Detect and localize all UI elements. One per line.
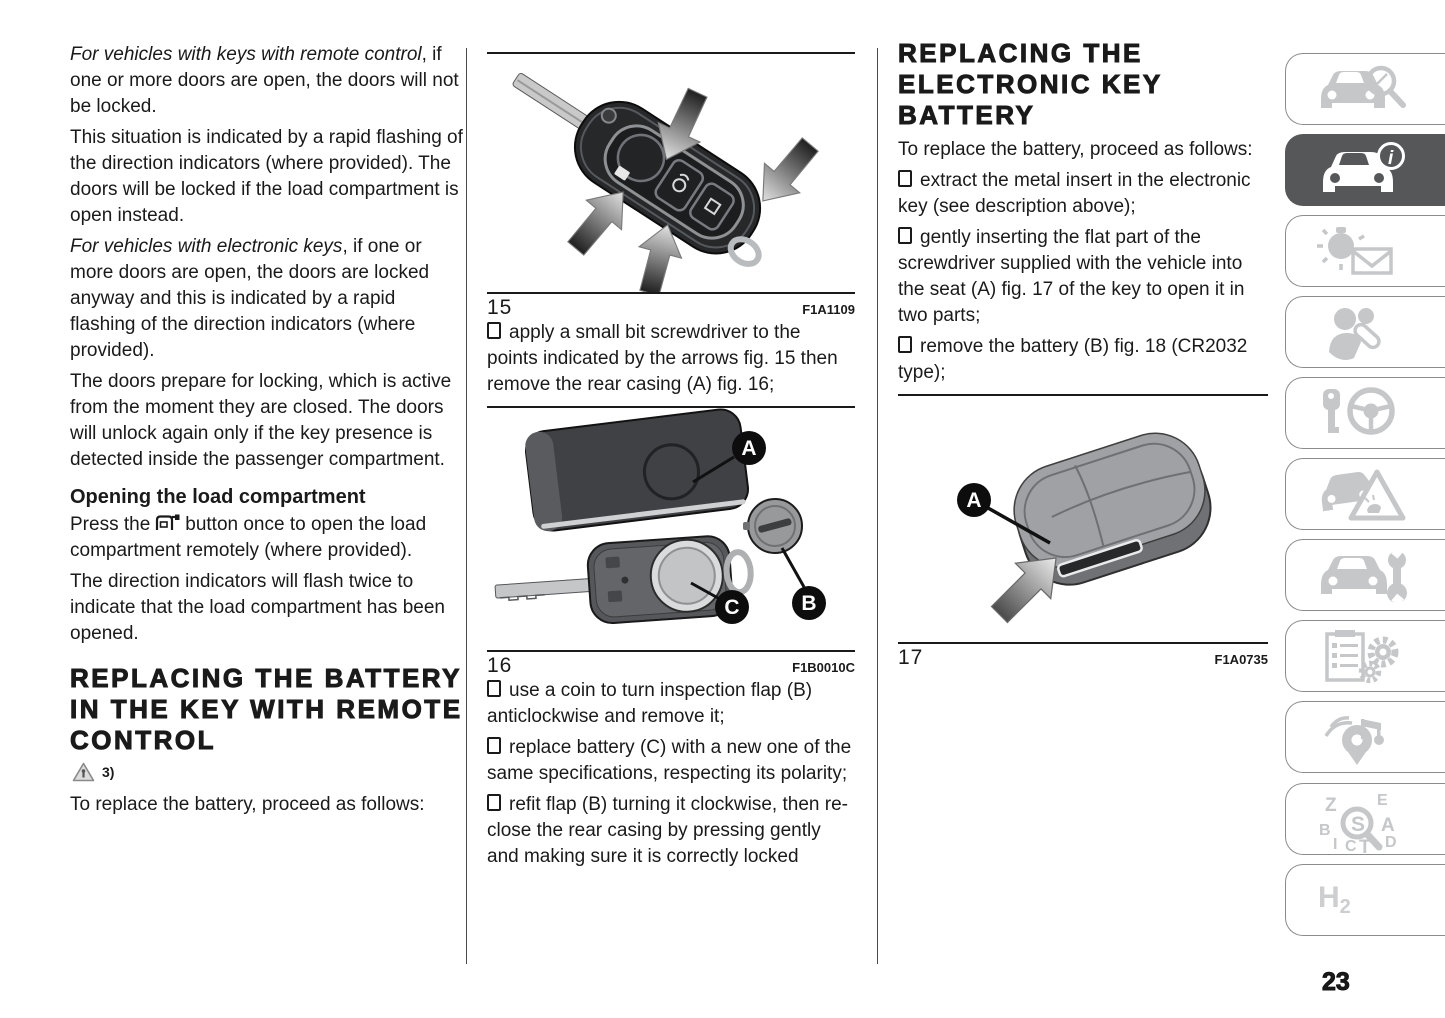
italic-lead: For vehicles with electronic keys xyxy=(70,236,343,257)
chapter-tab-in-an-emergency[interactable] xyxy=(1285,458,1445,530)
bullet-item xyxy=(487,320,855,398)
inspection-flap xyxy=(743,499,802,553)
paragraph: The doors prepare for locking, which is active from the moment they are closed. The doors will unlock again only if the key presence is detected inside the passenger compartment. xyxy=(70,371,452,470)
list-bullet-square xyxy=(487,737,501,754)
key-steering-wheel-icon xyxy=(1300,383,1430,445)
subsection-heading: Opening the load compartment xyxy=(70,486,366,508)
bullet-text: apply a small bit screwdriver to the points indicated by the arrows fig. 15 then remove the rear casing (A) fig. 16; xyxy=(487,322,838,395)
callout-label-b xyxy=(792,586,826,620)
paragraph xyxy=(70,512,464,564)
figure-code: F1B0010C xyxy=(792,660,855,675)
car-wrench-icon xyxy=(1300,545,1430,607)
list-bullet-square xyxy=(487,680,501,697)
svg-text:B: B xyxy=(1319,822,1331,839)
figure-code: F1A0735 xyxy=(1214,652,1268,667)
warning-triangle-icon xyxy=(72,762,95,782)
svg-text:I: I xyxy=(1333,836,1338,853)
svg-text:B: B xyxy=(801,592,817,615)
svg-text:A: A xyxy=(1381,815,1395,836)
list-bullet-square xyxy=(898,336,912,353)
bullet-text: use a coin to turn inspection flap (B) anticlockwise and remove it; xyxy=(487,680,813,727)
note-number: 3) xyxy=(102,764,115,780)
svg-text:T: T xyxy=(1359,837,1371,853)
column-divider xyxy=(466,48,467,964)
bullet-text: refit flap (B) turning it clockwise, then re-close the rear casing by pressing gently and making sure it is correctly locked xyxy=(487,794,848,867)
bullet-item xyxy=(487,678,855,730)
chapter-tab-knowing-your-vehicle[interactable] xyxy=(1285,53,1445,125)
paragraph xyxy=(70,42,464,120)
list-bullet-square xyxy=(487,322,501,339)
figure-caption xyxy=(898,644,1268,670)
page-number: 23 xyxy=(1322,968,1350,996)
warning-note-reference xyxy=(72,762,464,782)
h2-label: $H_2$ xyxy=(1318,881,1351,918)
letters-magnifier-icon xyxy=(1300,789,1430,853)
svg-text:S: S xyxy=(1351,813,1366,836)
bullet-item xyxy=(898,168,1268,220)
paragraph-text: button once to open the load compartment remotely (where provided). xyxy=(70,514,427,561)
chapter-tab-servicing-and-care[interactable] xyxy=(1285,539,1445,611)
figure-number: 17 xyxy=(898,646,924,669)
list-bullet-square xyxy=(898,227,912,244)
svg-text:C: C xyxy=(1345,838,1357,853)
figure-number: 16 xyxy=(487,654,513,677)
paragraph-text: , if one or more doors are open, the doors will not be locked. xyxy=(70,44,459,117)
paragraph xyxy=(70,234,464,364)
figure-17-illustration-electronic-key xyxy=(898,396,1266,642)
figure-15 xyxy=(487,52,855,320)
spec-sheet-gears-icon xyxy=(1300,626,1430,688)
section-heading: REPLACING THE ELECTRONIC KEY BATTERY xyxy=(898,38,1163,130)
chapter-tab-technical-data[interactable] xyxy=(1285,620,1445,692)
figure-17 xyxy=(898,394,1268,670)
occupant-airbag-icon xyxy=(1300,302,1430,364)
sun-envelope-icon xyxy=(1300,221,1430,283)
bullet-text: extract the metal insert in the electronic key (see description above); xyxy=(898,170,1251,217)
paragraph: To replace the battery, proceed as follows: xyxy=(70,794,425,815)
svg-text:Z: Z xyxy=(1325,795,1337,816)
bullet-item xyxy=(898,334,1268,386)
svg-text:E: E xyxy=(1377,792,1388,809)
bullet-text: replace battery (C) with a new one of the same specifications, respecting its polarity; xyxy=(487,737,852,784)
callout-label-c xyxy=(715,590,749,624)
svg-text:A: A xyxy=(741,437,757,460)
chapter-tab-alphabetical-index[interactable] xyxy=(1285,783,1445,855)
figure-code: F1A1109 xyxy=(802,302,855,317)
chapter-tab-getting-to-know-your-vehicle[interactable] xyxy=(1285,134,1445,206)
chapter-tab-starting-and-driving[interactable] xyxy=(1285,377,1445,449)
svg-text:i: i xyxy=(1388,148,1394,169)
chapter-tab-safety[interactable] xyxy=(1285,296,1445,368)
svg-text:A: A xyxy=(966,489,982,512)
chapter-tab-h2[interactable] xyxy=(1285,864,1445,936)
paragraph-text: , if one or more doors are open, the doors are locked anyway and this is indicated by a rapid flashing of the direction indicators (where provided). xyxy=(70,236,430,361)
tailgate-release-button-icon xyxy=(155,514,180,532)
figure-number: 15 xyxy=(487,296,513,319)
chapter-tab-warning-lights-and-messages[interactable] xyxy=(1285,215,1445,287)
right-column xyxy=(898,38,1268,670)
figure-15-illustration-flip-key-with-arrows xyxy=(487,54,855,292)
car-magnifier-icon xyxy=(1300,59,1430,121)
chapter-tab-multimedia[interactable] xyxy=(1285,701,1445,773)
bullet-item xyxy=(487,735,855,787)
bullet-text: remove the battery (B) fig. 18 (CR2032 type); xyxy=(898,336,1248,383)
paragraph-text: Press the xyxy=(70,514,151,535)
svg-text:C: C xyxy=(724,596,740,619)
italic-lead: For vehicles with keys with remote control xyxy=(70,44,422,65)
paragraph: To replace the battery, proceed as follows: xyxy=(898,139,1253,160)
bullet-text: gently inserting the flat part of the screwdriver supplied with the vehicle into the seat (A) fig. 17 of the key to open it in two parts; xyxy=(898,227,1245,326)
music-note-pin-icon xyxy=(1300,707,1430,769)
figure-16-illustration-key-battery-exploded xyxy=(487,408,855,650)
figure-caption xyxy=(487,294,855,320)
car-info-icon xyxy=(1300,140,1430,202)
car-warning-triangle-icon xyxy=(1300,464,1430,526)
rear-casing xyxy=(524,408,751,533)
bullet-item xyxy=(487,792,855,870)
column-divider xyxy=(877,48,878,964)
key-body-with-battery xyxy=(493,533,754,631)
bullet-item xyxy=(898,225,1268,329)
svg-text:D: D xyxy=(1385,834,1397,851)
paragraph: This situation is indicated by a rapid flashing of the direction indicators (where provided). The doors will be locked if the load compartment is open instead. xyxy=(70,127,463,226)
leader-line-b xyxy=(782,548,804,587)
figure-caption xyxy=(487,652,855,678)
middle-column xyxy=(487,44,855,875)
list-bullet-square xyxy=(487,794,501,811)
callout-label-a xyxy=(732,431,766,465)
left-column xyxy=(70,42,464,823)
paragraph: The direction indicators will flash twice to indicate that the load compartment has been opened. xyxy=(70,571,445,644)
list-bullet-square xyxy=(898,170,912,187)
figure-16 xyxy=(487,406,855,678)
callout-label-a xyxy=(957,483,991,517)
section-heading: REPLACING THE BATTERY IN THE KEY WITH REMOTE CONTROL xyxy=(70,663,463,755)
